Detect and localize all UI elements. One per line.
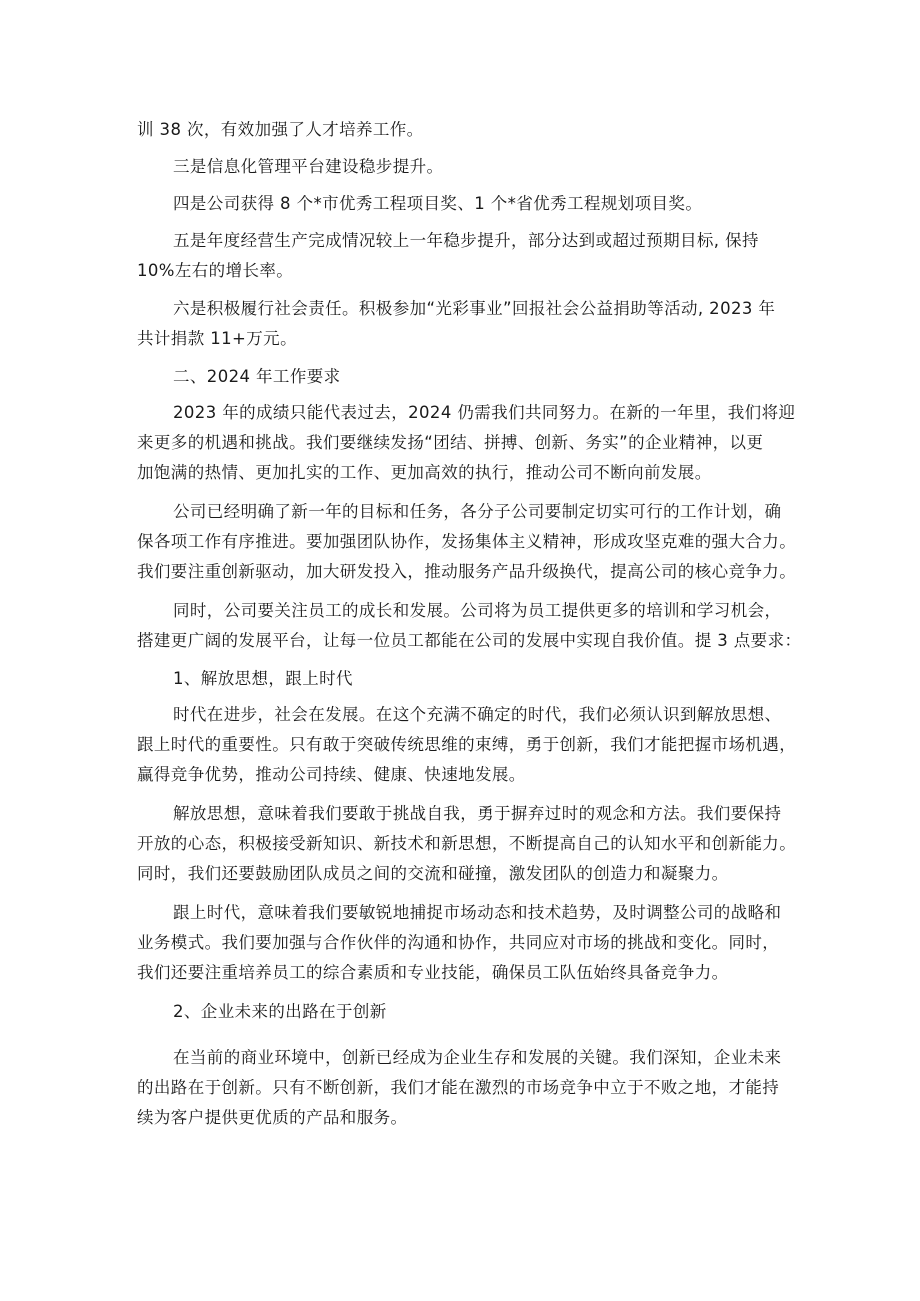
text-line: 在当前的商业环境中，创新已经成为企业生存和发展的关键。我们深知，企业未来 bbox=[173, 1048, 782, 1067]
text-line: 五是年度经营生产完成情况较上一年稳步提升，部分达到或超过预期目标, 保持 bbox=[173, 231, 759, 250]
text-line: 解放思想，意味着我们要敢于挑战自我，勇于摒弃过时的观念和方法。我们要保持 bbox=[173, 804, 782, 823]
text-line: 公司已经明确了新一年的目标和任务，各分子公司要制定切实可行的工作计划，确 bbox=[173, 502, 782, 521]
text-line: 我们要注重创新驱动，加大研发投入，推动服务产品升级换代，提高公司的核心竞争力。 bbox=[137, 562, 797, 581]
paragraph-training-summary bbox=[137, 115, 795, 145]
text-line: 加饱满的热情、更加扎实的工作、更加高效的执行，推动公司不断向前发展。 bbox=[137, 463, 712, 482]
text-line: 搭建更广阔的发展平台，让每一位员工都能在公司的发展中实现自我价值。提 3 点要求： bbox=[137, 631, 802, 650]
paragraph-item-5 bbox=[137, 226, 795, 286]
text-line: 我们还要注重培养员工的综合素质和专业技能，确保员工队伍始终具备竞争力。 bbox=[137, 963, 729, 982]
subheading-requirement-2 bbox=[137, 997, 795, 1027]
text-line: 共计捐款 11+万元。 bbox=[137, 329, 297, 348]
text-line: 10%左右的增长率。 bbox=[137, 261, 294, 280]
paragraph-item-3 bbox=[137, 152, 795, 182]
text-line: 来更多的机遇和挑战。我们要继续发扬“团结、拼搏、创新、务实”的企业精神，以更 bbox=[137, 433, 764, 452]
text-line: 业务模式。我们要加强与合作伙伴的沟通和协作，共同应对市场的挑战和变化。同时， bbox=[137, 933, 780, 952]
text-line: 时代在进步，社会在发展。在这个充满不确定的时代，我们必须认识到解放思想、 bbox=[173, 705, 782, 724]
text-line: 开放的心态，积极接受新知识、新技术和新思想，不断提高自己的认知水平和创新能力。 bbox=[137, 834, 797, 853]
paragraph-goals-tasks bbox=[137, 497, 795, 587]
section-heading-2024-requirements bbox=[137, 362, 795, 392]
text-line: 同时，我们还要鼓励团队成员之间的交流和碰撞，激发团队的创造力和凝聚力。 bbox=[137, 864, 729, 883]
text-line: 的出路在于创新。只有不断创新，我们才能在激烈的市场竞争中立于不败之地，才能持 bbox=[137, 1078, 780, 1097]
text-line: 跟上时代的重要性。只有敢于突破传统思维的束缚，勇于创新，我们才能把握市场机遇， bbox=[137, 735, 797, 754]
paragraph-2023-results bbox=[137, 398, 795, 488]
text-line: 续为客户提供更优质的产品和服务。 bbox=[137, 1108, 408, 1127]
paragraph-times-progress bbox=[137, 700, 795, 790]
text-line: 训 38 次，有效加强了人才培养工作。 bbox=[137, 120, 424, 139]
subheading-requirement-1 bbox=[137, 664, 795, 694]
text-line: 同时，公司要关注员工的成长和发展。公司将为员工提供更多的培训和学习机会， bbox=[173, 601, 782, 620]
text-line: 2023 年的成绩只能代表过去，2024 仍需我们共同努力。在新的一年里，我们将迎 bbox=[173, 403, 796, 422]
paragraph-employee-growth bbox=[137, 596, 802, 656]
text-line: 赢得竞争优势，推动公司持续、健康、快速地发展。 bbox=[137, 765, 526, 784]
paragraph-liberate-thinking bbox=[137, 799, 795, 889]
text-line: 2、企业未来的出路在于创新 bbox=[173, 1002, 387, 1021]
paragraph-item-6 bbox=[137, 294, 795, 354]
text-line: 六是积极履行社会责任。积极参加“光彩事业”回报社会公益捐助等活动, 2023 年 bbox=[173, 299, 776, 318]
text-line: 四是公司获得 8 个*市优秀工程项目奖、1 个*省优秀工程规划项目奖。 bbox=[173, 194, 703, 213]
text-line: 二、2024 年工作要求 bbox=[173, 367, 341, 386]
text-line: 1、解放思想，跟上时代 bbox=[173, 669, 353, 688]
text-line: 保各项工作有序推进。要加强团队协作，发扬集体主义精神，形成攻坚克难的强大合力。 bbox=[137, 532, 797, 551]
paragraph-keep-up-with-times bbox=[137, 898, 795, 988]
text-line: 跟上时代，意味着我们要敏锐地捕捉市场动态和技术趋势，及时调整公司的战略和 bbox=[173, 903, 782, 922]
paragraph-item-4 bbox=[137, 189, 795, 219]
paragraph-innovation bbox=[137, 1043, 795, 1133]
text-line: 三是信息化管理平台建设稳步提升。 bbox=[173, 157, 444, 176]
